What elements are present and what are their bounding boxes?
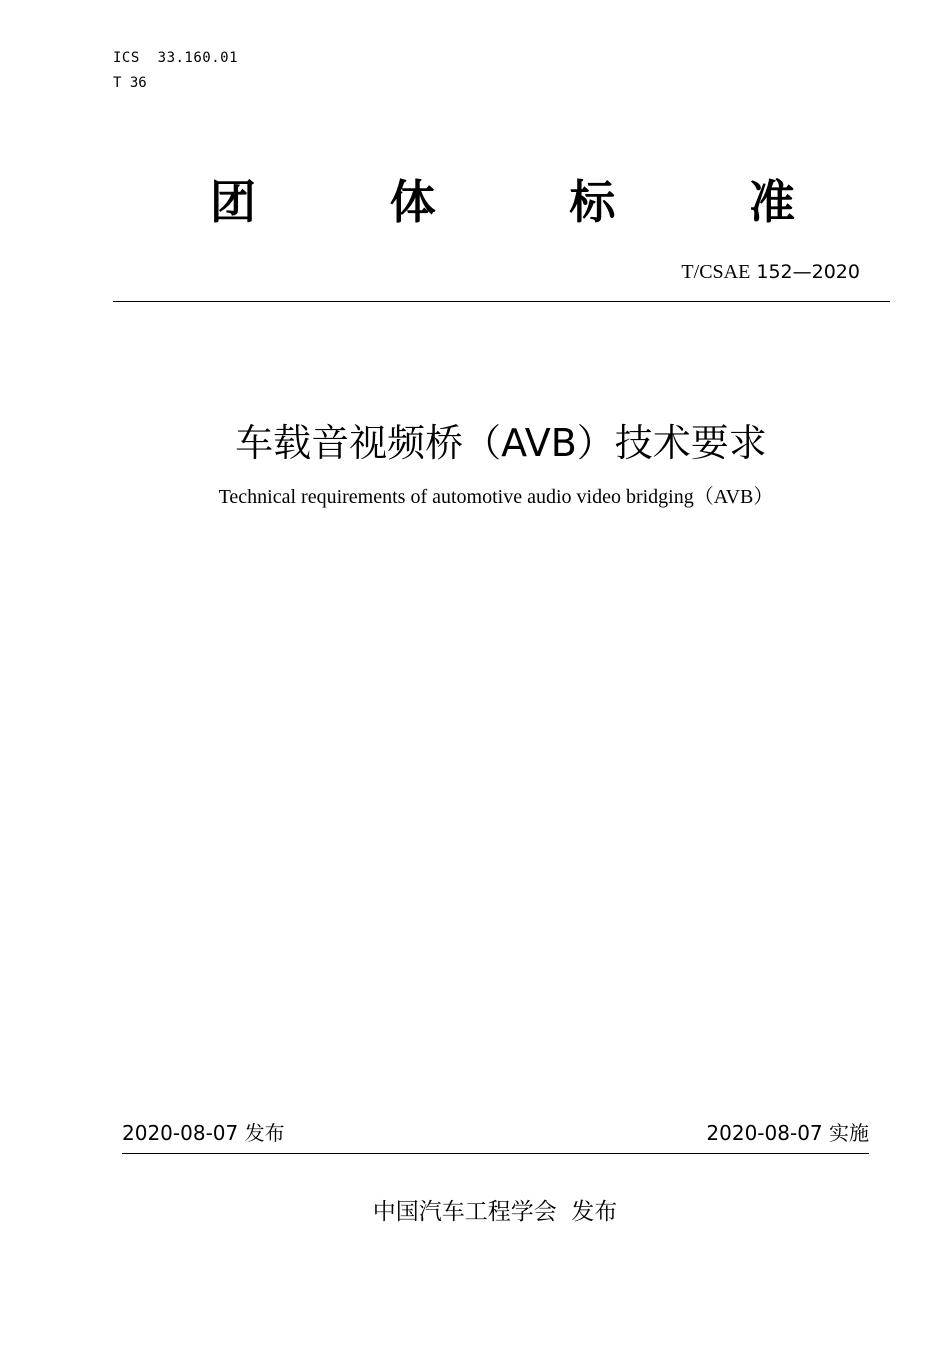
document-type-char: 体 xyxy=(389,175,436,229)
standard-number xyxy=(681,259,860,284)
title-chinese: 车载音视频桥（AVB）技术要求 xyxy=(235,421,767,465)
ics-code: ICS 33.160.01 xyxy=(113,50,239,66)
publisher: 中国汽车工程学会 发布 xyxy=(372,1199,618,1225)
standard-number-prefix: T/CSAE xyxy=(681,261,751,283)
top-divider xyxy=(113,301,890,302)
standard-number-value: 152—2020 xyxy=(750,261,860,283)
issue-date: 2020-08-07 发布 xyxy=(122,1121,285,1145)
classification-code: T 36 xyxy=(113,75,147,91)
implementation-date: 2020-08-07 实施 xyxy=(706,1121,869,1145)
document-type-heading xyxy=(210,172,795,232)
document-type-char: 标 xyxy=(569,175,616,229)
bottom-divider xyxy=(122,1153,869,1154)
document-type-char: 准 xyxy=(748,175,795,229)
document-type-char: 团 xyxy=(210,175,256,229)
title-english: Technical requirements of automotive audio video bridging（AVB） xyxy=(218,486,774,508)
